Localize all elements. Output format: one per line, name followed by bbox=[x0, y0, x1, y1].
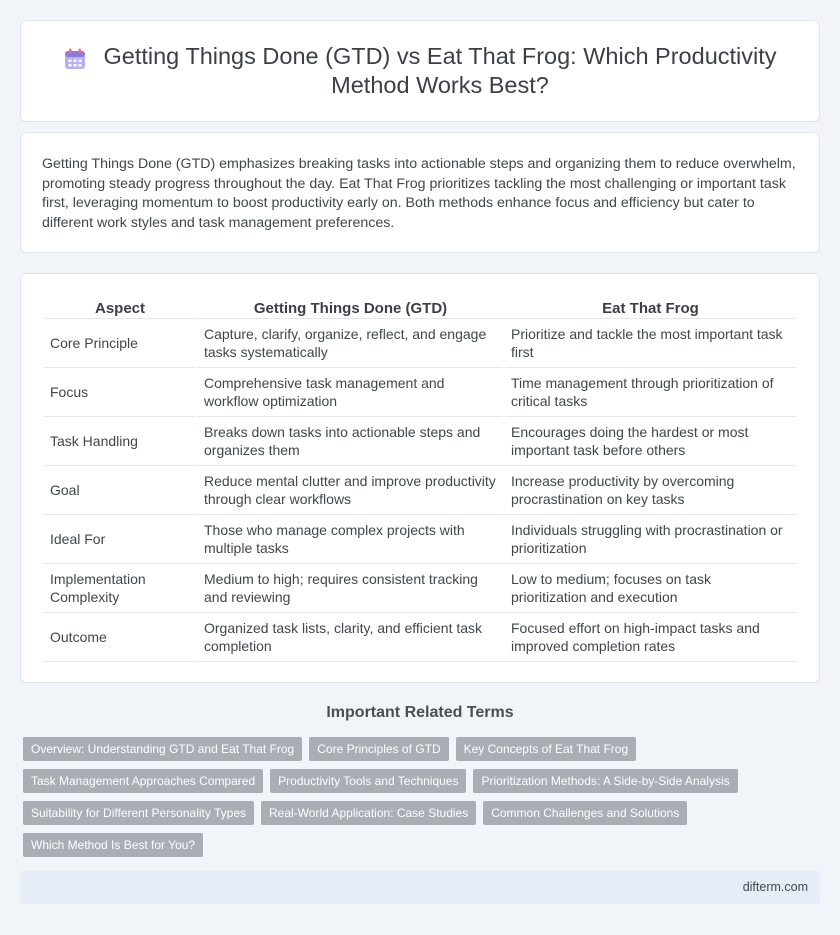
related-terms-heading: Important Related Terms bbox=[326, 704, 514, 721]
tag-row bbox=[23, 801, 823, 825]
related-term-tag[interactable]: Prioritization Methods: A Side-by-Side Analysis bbox=[473, 769, 737, 793]
aspect-cell: Core Principle bbox=[44, 319, 196, 368]
footer-site-name[interactable]: difterm.com bbox=[742, 880, 808, 894]
gtd-cell: Breaks down tasks into actionable steps and organizes them bbox=[198, 417, 503, 466]
table-row bbox=[44, 466, 796, 515]
related-term-tag[interactable]: Key Concepts of Eat That Frog bbox=[456, 737, 637, 761]
table-row bbox=[44, 515, 796, 564]
column-header-gtd: Getting Things Done (GTD) bbox=[198, 298, 503, 319]
related-term-tag[interactable]: Productivity Tools and Techniques bbox=[270, 769, 466, 793]
gtd-cell: Medium to high; requires consistent tracking and reviewing bbox=[198, 564, 503, 613]
comparison-table-card bbox=[20, 273, 820, 683]
eat-that-frog-cell: Increase productivity by overcoming procrastination on key tasks bbox=[505, 466, 796, 515]
eat-that-frog-cell: Prioritize and tackle the most important task first bbox=[505, 319, 796, 368]
eat-that-frog-cell: Encourages doing the hardest or most important task before others bbox=[505, 417, 796, 466]
eat-that-frog-cell: Time management through prioritization of critical tasks bbox=[505, 368, 796, 417]
column-header-aspect: Aspect bbox=[44, 298, 196, 319]
tag-row bbox=[23, 833, 823, 857]
table-row bbox=[44, 417, 796, 466]
table-row bbox=[44, 368, 796, 417]
table-row bbox=[44, 564, 796, 613]
header-card bbox=[20, 20, 820, 122]
gtd-cell: Capture, clarify, organize, reflect, and engage tasks systematically bbox=[198, 319, 503, 368]
comparison-table bbox=[42, 298, 798, 662]
tag-row bbox=[23, 769, 823, 793]
related-term-tag[interactable]: Suitability for Different Personality Types bbox=[23, 801, 254, 825]
related-term-tag[interactable]: Common Challenges and Solutions bbox=[483, 801, 687, 825]
gtd-cell: Those who manage complex projects with multiple tasks bbox=[198, 515, 503, 564]
eat-that-frog-cell: Low to medium; focuses on task prioritization and execution bbox=[505, 564, 796, 613]
related-term-tag[interactable]: Which Method Is Best for You? bbox=[23, 833, 203, 857]
table-row bbox=[44, 319, 796, 368]
related-terms-list bbox=[23, 737, 823, 865]
aspect-cell: Task Handling bbox=[44, 417, 196, 466]
footer bbox=[20, 871, 820, 904]
aspect-cell: Focus bbox=[44, 368, 196, 417]
related-term-tag[interactable]: Task Management Approaches Compared bbox=[23, 769, 263, 793]
page-title: Getting Things Done (GTD) vs Eat That Frog: Which Productivity Method Works Best? bbox=[103, 43, 777, 98]
table-row bbox=[44, 613, 796, 662]
intro-paragraph: Getting Things Done (GTD) emphasizes breaking tasks into actionable steps and organizing them to reduce overwhelm, promoting steady progress throughout the day. Eat That Frog prioritizes tackling the most challenging or important task first, leveraging momentum to boost productivity early on. Both methods enhance focus and efficiency but cater to different work styles and task management preferences. bbox=[42, 156, 796, 231]
table-header-row bbox=[44, 298, 796, 319]
related-term-tag[interactable]: Overview: Understanding GTD and Eat That Frog bbox=[23, 737, 302, 761]
gtd-cell: Reduce mental clutter and improve productivity through clear workflows bbox=[198, 466, 503, 515]
aspect-cell: Ideal For bbox=[44, 515, 196, 564]
gtd-cell: Organized task lists, clarity, and efficient task completion bbox=[198, 613, 503, 662]
eat-that-frog-cell: Focused effort on high-impact tasks and improved completion rates bbox=[505, 613, 796, 662]
column-header-eat-that-frog: Eat That Frog bbox=[505, 298, 796, 319]
eat-that-frog-cell: Individuals struggling with procrastination or prioritization bbox=[505, 515, 796, 564]
tag-row bbox=[23, 737, 823, 761]
related-term-tag[interactable]: Real-World Application: Case Studies bbox=[261, 801, 476, 825]
related-term-tag[interactable]: Core Principles of GTD bbox=[309, 737, 448, 761]
aspect-cell: Outcome bbox=[44, 613, 196, 662]
gtd-cell: Comprehensive task management and workflow optimization bbox=[198, 368, 503, 417]
aspect-cell: Implementation Complexity bbox=[44, 564, 196, 613]
aspect-cell: Goal bbox=[44, 466, 196, 515]
intro-card bbox=[20, 132, 820, 253]
